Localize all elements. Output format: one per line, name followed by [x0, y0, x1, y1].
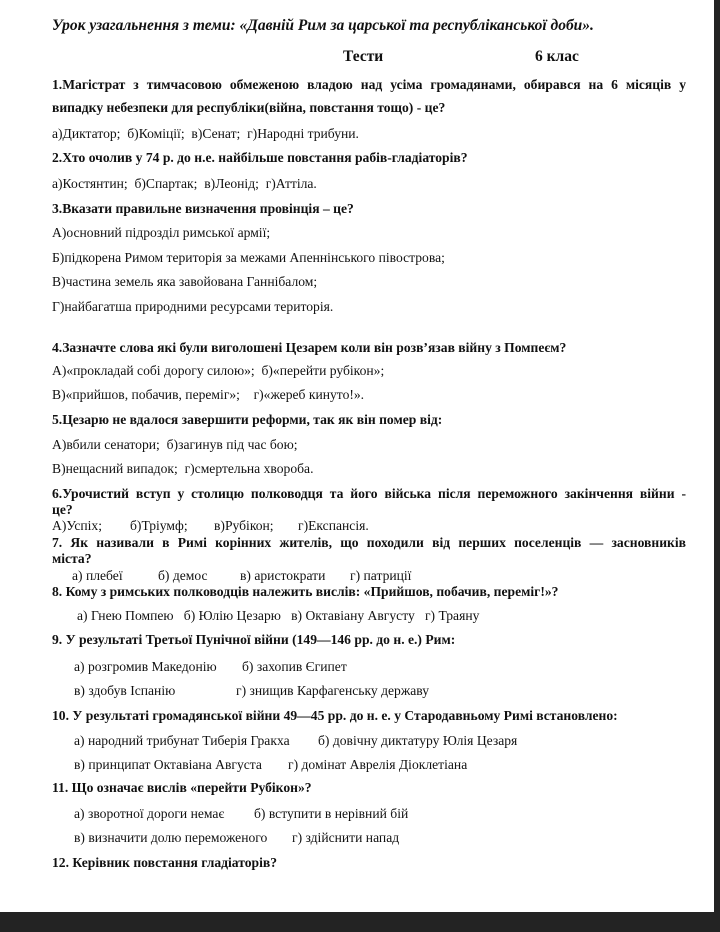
option-c: в)Рубікон;: [214, 518, 274, 533]
question-11-options-row-2: [74, 830, 686, 846]
option-b: б) довічну диктатуру Юлія Цезаря: [318, 733, 518, 748]
question-7-options: [72, 568, 686, 584]
question-1-line-2: випадку небезпеки для республіки(війна, повстання тощо) - це?: [52, 100, 446, 115]
question-10-options-row-2: [74, 757, 686, 773]
option-c: в) принципат Октавіана Августа: [74, 757, 262, 772]
option-b: б) захопив Єгипет: [242, 659, 347, 674]
option-a: а) розгромив Македонію: [74, 659, 217, 674]
question-10: 10. У результаті громадянської війни 49—45 рр. до н. е. у Стародавньому Римі встановлено:: [52, 708, 618, 723]
option-d: г)смертельна хвороба.: [184, 461, 314, 476]
question-3-option-d: Г)найбагатша природними ресурсами територія.: [52, 299, 334, 314]
question-1-options: [52, 126, 686, 142]
option-c: в) здобув Іспанію: [74, 683, 176, 698]
question-2-options: [52, 176, 686, 192]
question-6-options: [52, 518, 686, 534]
question-8: 8. Кому з римських полководців належить вислів: «Прийшов, побачив, переміг!»?: [52, 584, 559, 599]
question-12: 12. Керівник повстання гладіаторів?: [52, 855, 277, 870]
option-d: г)«жереб кинуто!».: [253, 387, 365, 402]
option-a: а)Диктатор;: [52, 126, 121, 141]
option-b: б)загинув під час бою;: [166, 437, 298, 452]
question-8-options: [77, 608, 686, 624]
option-b: б) вступити в нерівний бій: [254, 806, 409, 821]
question-7-line-2: міста?: [52, 551, 92, 566]
option-d: г) домінат Аврелія Діоклетіана: [288, 757, 468, 772]
question-6-line-1: 6.Урочистий вступ у столицю полководця та його війська після переможного закінчення війни -: [52, 486, 686, 501]
option-b: б)Комiції;: [127, 126, 185, 141]
option-d: г)Аттіла.: [265, 176, 317, 191]
option-c: в) Октавіану Августу: [291, 608, 415, 623]
option-c: в)Леонід;: [204, 176, 259, 191]
option-a: а) зворотної дороги немає: [74, 806, 225, 821]
question-9-options-row-1: [74, 659, 686, 675]
question-11-options-row-1: [74, 806, 686, 822]
option-d: г) здійснити напад: [292, 830, 400, 845]
question-5-options-row-1: [52, 437, 686, 453]
question-4-options-row-1: [52, 363, 686, 379]
option-b: б)«перейти рубікон»;: [261, 363, 385, 378]
worksheet-title: Урок узагальнення з теми: «Давній Рим за царської та республіканської доби».: [52, 17, 594, 34]
option-d: г) знищив Карфагенську державу: [236, 683, 430, 698]
question-9: 9. У результаті Третьої Пунічної війни (149—146 рр. до н. е.) Рим:: [52, 632, 456, 647]
question-3-option-b: Б)підкорена Римом територія за межами Апеннінського півострова;: [52, 250, 445, 265]
question-4: 4.Зазначте слова які були виголошені Цезарем коли він розв’язав війну з Помпеєм?: [52, 340, 567, 355]
tests-label: Тести: [343, 48, 384, 65]
option-a: А)Успіх;: [52, 518, 102, 533]
option-a: а) народний трибунат Тиберія Гракха: [74, 733, 290, 748]
question-7-line-1: 7. Як називали в Римі корінних жителів, що походили від перших поселенців — засновників: [52, 535, 686, 550]
option-d: г)Народні трибуни.: [247, 126, 359, 141]
option-a: А)вбили сенатори;: [52, 437, 160, 452]
option-a: А)«прокладай собі дорогу силою»;: [52, 363, 255, 378]
option-b: б) демос: [158, 568, 208, 583]
option-b: б) Юлію Цезарю: [183, 608, 281, 623]
question-11: 11. Що означає вислів «перейти Рубікон»?: [52, 780, 312, 795]
question-6-line-2: це?: [52, 502, 73, 517]
grade-label: 6 клас: [535, 48, 579, 65]
option-a: а) плебеї: [72, 568, 123, 583]
option-c: в)Сенат;: [191, 126, 241, 141]
question-9-options-row-2: [74, 683, 686, 699]
option-c: В)нещасний випадок;: [52, 461, 178, 476]
option-b: б)Спартак;: [134, 176, 198, 191]
option-a: а) Гнею Помпею: [77, 608, 174, 623]
question-4-options-row-2: [52, 387, 686, 403]
question-5: 5.Цезарю не вдалося завершити реформи, так як він помер від:: [52, 412, 443, 427]
question-5-options-row-2: [52, 461, 686, 477]
option-c: в) визначити долю переможеного: [74, 830, 268, 845]
question-1-line-1: 1.Магістрат з тимчасовою обмеженою владою над усіма громадянами, обирався на 6 місяців у: [52, 77, 686, 92]
option-d: г) Траяну: [424, 608, 480, 623]
option-c: в) аристократи: [240, 568, 326, 583]
question-2: 2.Хто очолив у 74 р. до н.е. найбільше повстання рабів-гладіаторів?: [52, 150, 468, 165]
question-3-option-c: В)частина земель яка завойована Ганнібалом;: [52, 274, 318, 289]
option-c: В)«прийшов, побачив, переміг»;: [52, 387, 240, 402]
question-3: 3.Вказати правильне визначення провінція – це?: [52, 201, 354, 216]
question-10-options-row-1: [74, 733, 686, 749]
option-d: г) патриції: [350, 568, 412, 583]
option-b: б)Тріумф;: [130, 518, 188, 533]
option-a: а)Костянтин;: [52, 176, 128, 191]
question-3-option-a: А)основний підрозділ римської армії;: [52, 225, 271, 240]
option-d: г)Експансія.: [298, 518, 369, 533]
